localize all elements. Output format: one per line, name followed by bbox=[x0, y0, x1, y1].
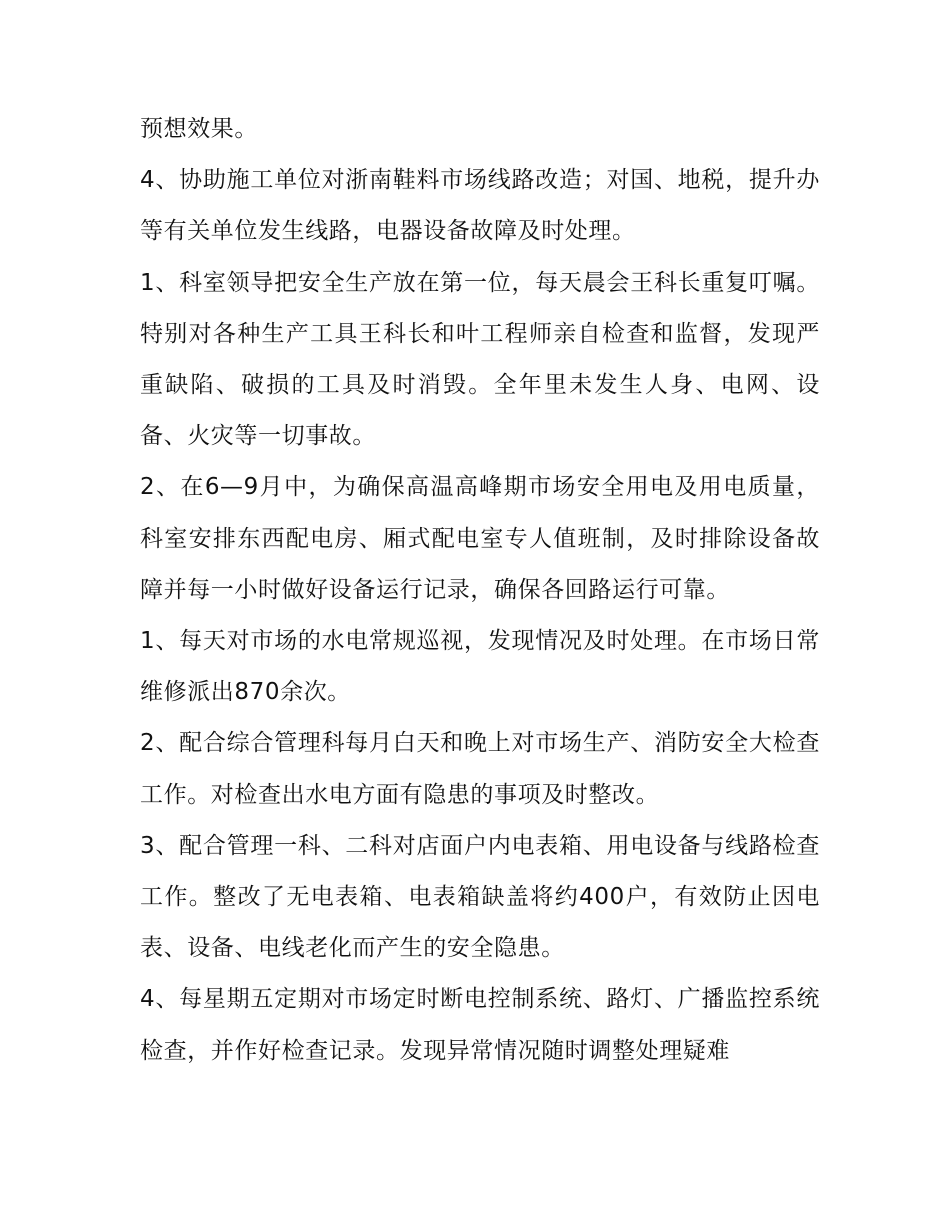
paragraph: 2、在6—9月中，为确保高温高峰期市场安全用电及用电质量，科室安排东西配电房、厢式配电室专人值班制，及时排除设备故障并每一小时做好设备运行记录，确保各回路运行可靠。 bbox=[140, 474, 820, 603]
paragraph: 4、每星期五定期对市场定时断电控制系统、路灯、广播监控系统检查，并作好检查记录。发现异常情况随时调整处理疑难 bbox=[140, 986, 820, 1064]
paragraph: 1、科室领导把安全生产放在第一位，每天晨会王科长重复叮嘱。特别对各种生产工具王科长和叶工程师亲自检查和监督，发现严重缺陷、破损的工具及时消毁。全年里未发生人身、电网、设备、火灾等一切事故。 bbox=[140, 269, 820, 450]
document-body bbox=[140, 104, 820, 1077]
paragraph: 1、每天对市场的水电常规巡视，发现情况及时处理。在市场日常维修派出870余次。 bbox=[140, 628, 820, 706]
paragraph: 3、配合管理一科、二科对店面户内电表箱、用电设备与线路检查工作。整改了无电表箱、电表箱缺盖将约400户，有效防止因电表、设备、电线老化而产生的安全隐患。 bbox=[140, 832, 820, 962]
paragraph: 4、协助施工单位对浙南鞋料市场线路改造；对国、地税，提升办等有关单位发生线路，电器设备故障及时处理。 bbox=[140, 167, 820, 245]
paragraph: 预想效果。 bbox=[140, 116, 258, 142]
paragraph: 2、配合综合管理科每月白天和晚上对市场生产、消防安全大检查工作。对检查出水电方面有隐患的事项及时整改。 bbox=[140, 730, 820, 808]
